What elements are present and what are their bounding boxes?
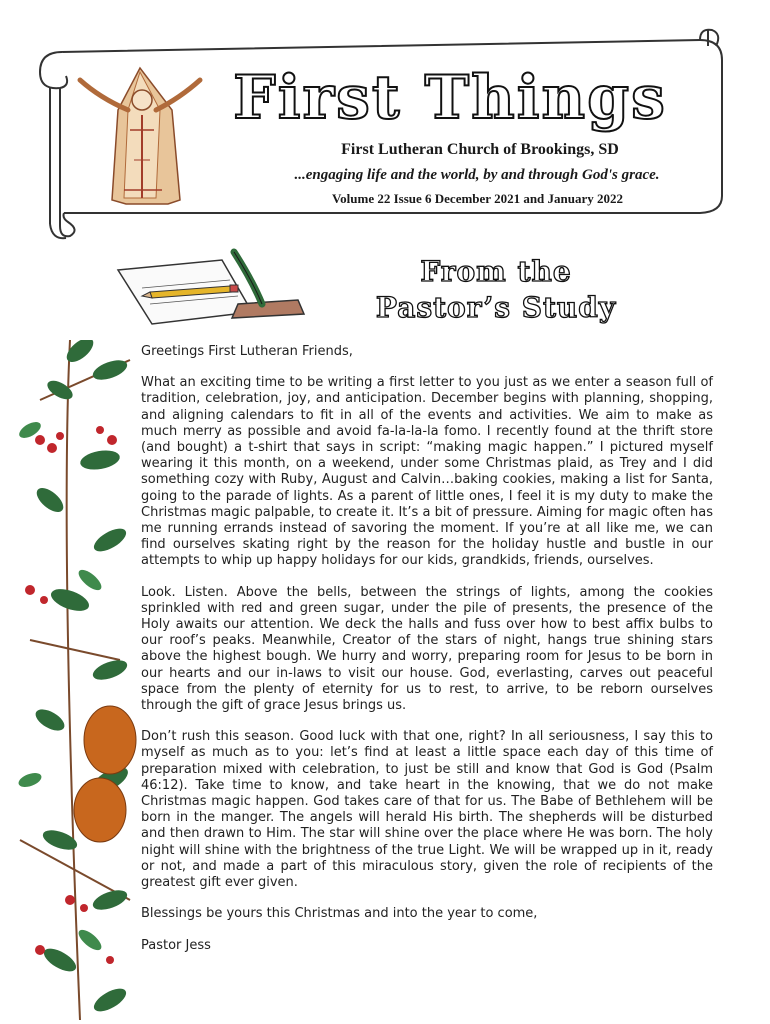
letter-paragraph: Don’t rush this season. Good luck with that one, right? In all seriousness, I say this to myself as much as to you: let’s find at least a little space each day of this time of preparation mixed with celebration, to just be still and know that God is God (Psalm 46:12). Take time to know, and take heart in the knowing, that we do not make Christmas magic happen. God takes care of that for us. The Babe of Bethlehem will be born in the manger. The angels will herald His birth. The shepherds will be disturbed and then drawn to Him. The star will shine over the place where He was born. The holy night will shine with the brightness of the true Light. We will be wrapped up in it, ready or not, and made a part of this miraculous story, given the role of recipients of the greatest gift ever given. — [141, 729, 713, 891]
tagline: ...engaging life and the world, by and through God's grace. — [294, 167, 660, 183]
section-title — [316, 254, 676, 326]
newsletter-title: First Things — [233, 63, 667, 133]
letter-paragraph: Look. Listen. Above the bells, between the strings of lights, among the cookies sprinkled with red and green sugar, under the pile of presents, the presence of the Holy awaits our attention. We deck the halls and fuss over how to best affix bulbs to our roof’s peaks. Meanwhile, Creator of the stars of night, hangs true shining stars above the highest bough. We hurry and worry, preparing room for Jesus to be born in our hearts and our in-laws to visit our house. God, everlasting, carves out peaceful space from the plenty of eternity for us to rest, to arrive, to be reborn ourselves through the gift of grace Jesus brings us. — [141, 584, 713, 714]
pastor-letter — [141, 344, 713, 969]
paper-pencil-pen-icon — [112, 240, 312, 330]
christmas-garland — [0, 340, 140, 1024]
volume-issue: Volume 22 Issue 6 December 2021 and January 2022 — [331, 191, 624, 206]
church-name: First Lutheran Church of Brookings, SD — [341, 141, 619, 158]
letter-closing: Blessings be yours this Christmas and into the year to come, — [141, 906, 538, 922]
letter-signature: Pastor Jess — [141, 937, 211, 953]
letter-greeting: Greetings First Lutheran Friends, — [141, 344, 353, 359]
section-title-line1: From the — [420, 255, 572, 288]
section-title-line2: Pastor’s Study — [375, 291, 617, 324]
letter-paragraph: What an exciting time to be writing a first letter to you just as we enter a season full of tradition, celebration, joy, and anticipation. December begins with planning, shopping, and aligning calendars to fit in all of the events and activities. We aim to make as much merry as possible and avoid fa-la-la-la fomo. I recently found at the thrift store (and bought) a t-shirt that says in script: “making magic happen.” I pictured myself wearing it this month, on a weekend, under some Christmas plaid, as Trey and I did something cozy with Ruby, August and Calvin…baking cookies, making a list for Santa, going to the parade of lights. As a parent of little ones, I feel it is my duty to make the Christmas magic palpable, to create it. It’s a bit of pressure. Aiming for magic often has me running errands instead of savoring the moment. If you’re at all like me, we can find ourselves skating right by the reason for the holiday hustle and bustle in our attempts to whip up happy holidays for our kids, grandkids, friends, ourselves. — [141, 375, 713, 569]
